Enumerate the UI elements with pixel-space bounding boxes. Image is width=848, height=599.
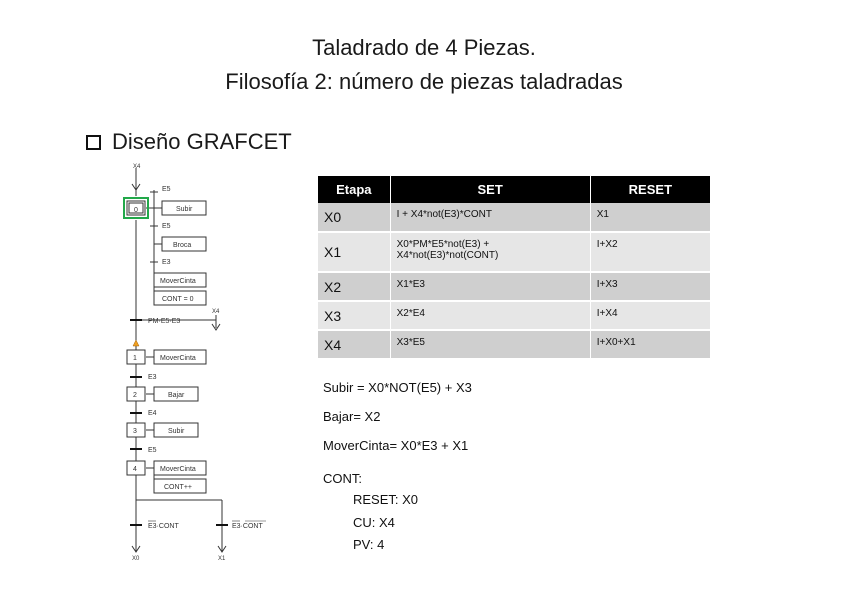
cell-set: X2*E4 <box>390 301 590 330</box>
set-reset-table <box>318 176 710 360</box>
table-row <box>318 272 710 301</box>
counter-heading: CONT: <box>323 471 362 486</box>
cell-step: X0 <box>318 203 390 232</box>
branch-label-e5-a: E5 <box>162 186 171 193</box>
table-row <box>318 203 710 232</box>
action-movercinta-4: MoverCinta <box>160 466 196 473</box>
title-line-1: Taladrado de 4 Piezas. <box>312 35 536 60</box>
cell-set: X1*E3 <box>390 272 590 301</box>
action-movercinta-0: MoverCinta <box>160 278 196 285</box>
equation-movercinta: MoverCinta= X0*E3 + X1 <box>323 438 469 453</box>
cell-step: X1 <box>318 232 390 272</box>
cell-set: X3*E5 <box>390 330 590 359</box>
step-4-label: 4 <box>133 466 137 473</box>
header-etapa: Etapa <box>318 176 390 203</box>
transition-1-2-label: E3 <box>148 374 157 381</box>
header-reset: RESET <box>590 176 710 203</box>
action-subir-0: Subir <box>176 206 193 213</box>
cell-step: X4 <box>318 330 390 359</box>
cell-set-multiline <box>390 232 590 272</box>
cell-reset: I+X3 <box>590 272 710 301</box>
branch-label-e3: E3 <box>162 259 171 266</box>
action-broca: Broca <box>173 242 192 249</box>
table-row <box>318 301 710 330</box>
cell-set-line-2: X4*not(E3)*not(CONT) <box>396 250 499 261</box>
transition-left-label: E3·CONT <box>148 523 179 530</box>
out-right-label: X1 <box>218 556 226 560</box>
header-set: SET <box>390 176 590 203</box>
warning-icon <box>133 340 139 346</box>
transition-0-1-jump: X4 <box>212 309 220 315</box>
table-row <box>318 330 710 359</box>
checkbox-bullet-icon <box>86 135 101 150</box>
step-2-label: 2 <box>133 392 137 399</box>
transition-3-4-label: E5 <box>148 447 157 454</box>
counter-reset: RESET: X0 <box>353 492 419 507</box>
step-1-label: 1 <box>133 355 137 362</box>
branch-label-e5-b: E5 <box>162 223 171 230</box>
cell-reset: I+X2 <box>590 232 710 272</box>
section-heading <box>86 127 292 157</box>
equation-subir: Subir = X0*NOT(E5) + X3 <box>323 380 472 395</box>
cell-reset: I+X4 <box>590 301 710 330</box>
transition-0-1-label: PM·E5·E3 <box>148 318 181 325</box>
grafcet-diagram <box>118 160 288 560</box>
cell-set: I + X4*not(E3)*CONT <box>390 203 590 232</box>
action-cont-increment: CONT++ <box>164 484 193 491</box>
action-cont-zero: CONT = 0 <box>162 296 194 303</box>
equation-bajar: Bajar= X2 <box>323 409 381 424</box>
step-0-label: 0 <box>134 207 138 214</box>
top-entry-label: X4 <box>133 164 141 170</box>
section-heading-text: Diseño GRAFCET <box>112 129 292 154</box>
table-row <box>318 232 710 272</box>
action-movercinta-1: MoverCinta <box>160 355 196 362</box>
cell-set-line-1: X0*PM*E5*not(E3) + <box>396 239 490 250</box>
action-bajar: Bajar <box>168 392 185 399</box>
action-subir-3: Subir <box>168 428 185 435</box>
cell-reset: I+X0+X1 <box>590 330 710 359</box>
counter-pv: PV: 4 <box>353 537 385 552</box>
transition-2-3-label: E4 <box>148 410 157 417</box>
cell-step: X3 <box>318 301 390 330</box>
cell-reset: X1 <box>590 203 710 232</box>
counter-cu: CU: X4 <box>353 515 395 530</box>
title-line-2: Filosofía 2: número de piezas taladradas <box>225 69 623 94</box>
transition-right-label: E3·CONT <box>232 523 263 530</box>
cell-step: X2 <box>318 272 390 301</box>
out-left-label: X0 <box>132 556 140 560</box>
step-3-label: 3 <box>133 428 137 435</box>
